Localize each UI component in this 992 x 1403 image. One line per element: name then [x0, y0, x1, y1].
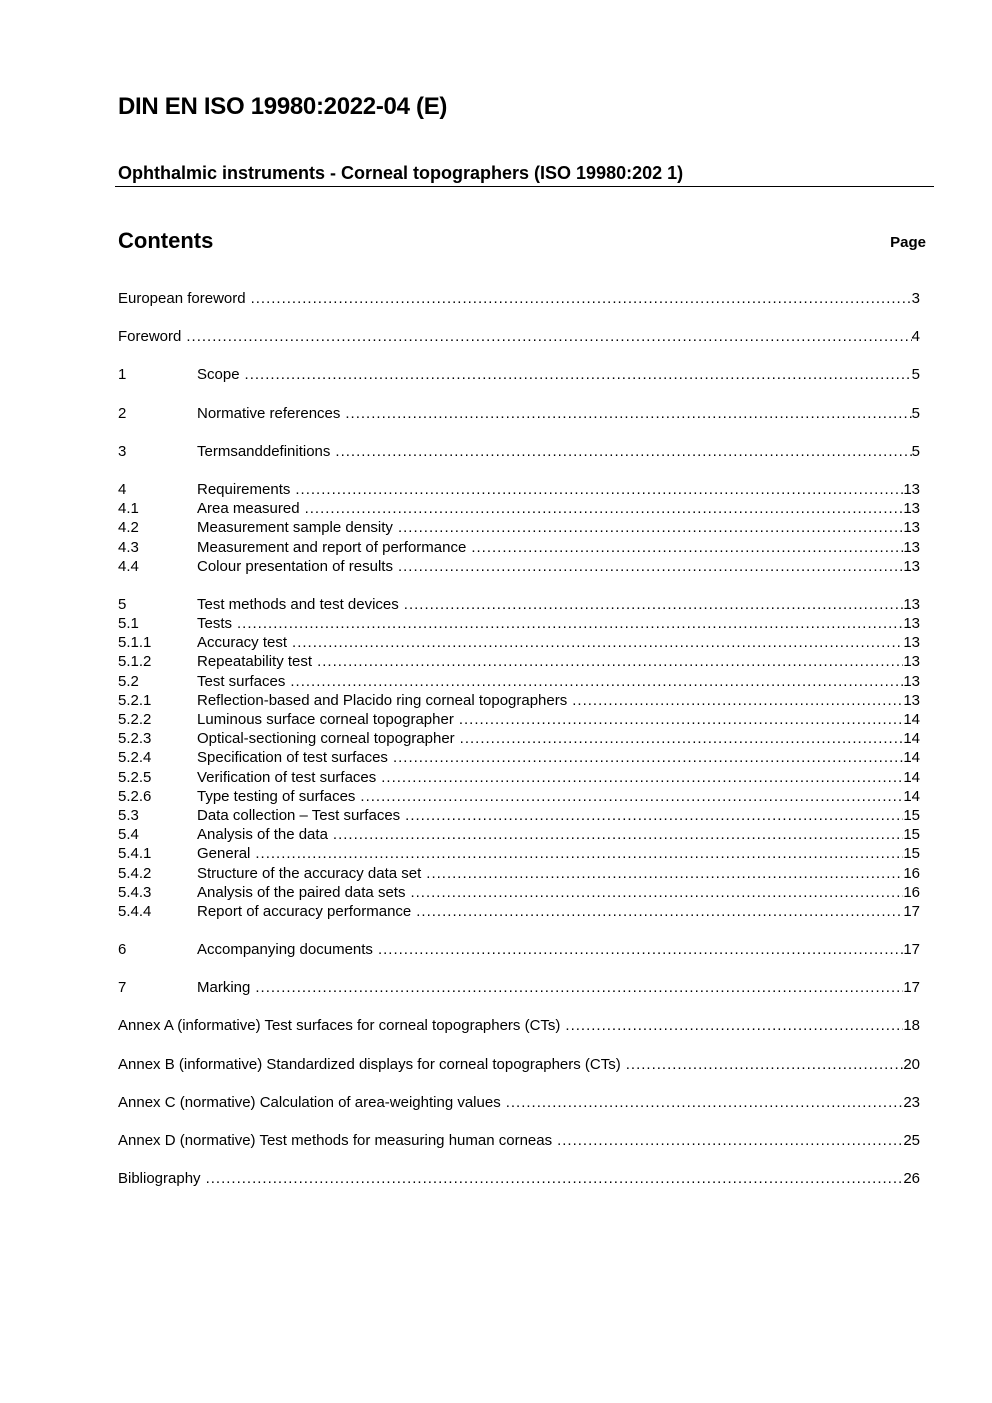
- toc-entry-title: Analysis of the paired data sets: [197, 883, 406, 901]
- dot-leader: [626, 1055, 904, 1074]
- toc-entry[interactable]: [118, 614, 920, 633]
- toc-entry-page: 13: [903, 595, 920, 613]
- toc-entry-number: 5.4.4: [118, 902, 152, 920]
- dot-leader: [290, 672, 903, 691]
- toc-entry-number: 3: [118, 442, 127, 460]
- toc-entry-page: 16: [903, 864, 920, 882]
- toc-entry-title: Annex B (informative) Standardized displays for corneal topographers (CTs): [118, 1055, 621, 1073]
- dot-leader: [410, 883, 903, 902]
- toc-entry-page: 4: [911, 328, 920, 346]
- toc-entry-title: Specification of test surfaces: [197, 749, 388, 767]
- toc-entry[interactable]: [118, 844, 920, 863]
- dot-leader: [398, 518, 903, 537]
- toc-entry-page: 14: [903, 730, 920, 748]
- toc-entry-number: 5.1.2: [118, 653, 152, 671]
- toc-entry[interactable]: [118, 710, 920, 729]
- toc-entry-title: Luminous surface corneal topographer: [197, 711, 454, 728]
- document-title: DIN EN ISO 19980:2022-04 (E): [118, 93, 448, 120]
- toc-entry-title: Scope: [197, 366, 240, 384]
- toc-entry-page: 15: [903, 806, 920, 824]
- toc-group: [118, 442, 920, 461]
- toc-group: [118, 1093, 920, 1112]
- toc-entry[interactable]: [118, 825, 920, 844]
- toc-entry-page: 13: [903, 519, 920, 537]
- toc-entry[interactable]: [118, 1093, 920, 1112]
- toc-entry-title: General: [197, 845, 251, 863]
- dot-leader: [572, 691, 903, 710]
- toc-entry[interactable]: [118, 633, 920, 652]
- toc-entry-page: 17: [903, 902, 920, 920]
- toc-entry-number: 5.4.1: [118, 845, 152, 863]
- dot-leader: [565, 1016, 903, 1035]
- toc-entry[interactable]: [118, 518, 920, 537]
- toc-entry-page: 13: [903, 615, 920, 633]
- toc-entry-title: Annex A (informative) Test surfaces for corneal topographers (CTs): [118, 1017, 561, 1035]
- toc-entry-page: 15: [903, 845, 920, 863]
- page-column-label: Page: [890, 234, 926, 251]
- toc-entry[interactable]: [118, 652, 920, 671]
- toc-entry-number: 5.2.5: [118, 768, 152, 786]
- toc-entry-number: 5: [118, 595, 127, 613]
- toc-entry-title: Bibliography: [118, 1170, 201, 1188]
- toc-entry-page: 14: [903, 749, 920, 767]
- dot-leader: [404, 595, 904, 614]
- toc-entry-title: Measurement sample density: [197, 519, 393, 537]
- toc-entry-number: 5.2.6: [118, 787, 152, 805]
- toc-entry-title: Tests: [197, 615, 233, 633]
- toc-entry[interactable]: [118, 595, 920, 614]
- toc-entry-title: Reflection-based and Placido ring corneal topographers: [197, 691, 568, 709]
- toc-entry-number: 2: [118, 404, 127, 422]
- toc-entry-page: 17: [903, 979, 920, 997]
- toc-entry[interactable]: [118, 1055, 920, 1074]
- toc-entry-title: Termsanddefinitions: [197, 442, 331, 460]
- toc-entry[interactable]: [118, 327, 920, 346]
- toc-entry-page: 13: [903, 672, 920, 690]
- toc-entry-page: 13: [903, 691, 920, 709]
- toc-entry-title: Marking: [197, 979, 251, 997]
- toc-entry-number: 5.1: [118, 615, 139, 633]
- toc-group: [118, 595, 920, 921]
- toc-group: [118, 940, 920, 959]
- dot-leader: [245, 365, 912, 384]
- toc-entry[interactable]: [118, 883, 920, 902]
- toc-entry-title: European foreword: [118, 290, 246, 307]
- dot-leader: [460, 729, 904, 748]
- dot-leader: [186, 327, 911, 346]
- toc-entry-number: 5.2: [118, 672, 139, 690]
- toc-entry-number: 5.3: [118, 806, 139, 824]
- toc-group: [118, 480, 920, 576]
- toc-entry-title: Measurement and report of performance: [197, 538, 467, 556]
- toc-entry[interactable]: [118, 691, 920, 710]
- toc-entry-page: 23: [903, 1093, 920, 1111]
- toc-entry-page: 26: [903, 1170, 920, 1188]
- toc-entry-title: Structure of the accuracy data set: [197, 864, 422, 882]
- toc-entry-title: Foreword: [118, 328, 182, 346]
- dot-leader: [333, 825, 903, 844]
- dot-leader: [398, 557, 903, 576]
- toc-group: [118, 978, 920, 997]
- toc-entry-page: 5: [911, 366, 920, 384]
- contents-heading: Contents: [118, 228, 214, 253]
- toc-entry-number: 5.2.3: [118, 730, 152, 748]
- toc-entry-number: 4.1: [118, 500, 139, 518]
- toc-entry-title: Annex C (normative) Calculation of area-weighting values: [118, 1093, 501, 1111]
- toc-group: [118, 1131, 920, 1150]
- dot-leader: [378, 940, 903, 959]
- dot-leader: [405, 806, 903, 825]
- toc-entry-page: 13: [903, 538, 920, 556]
- toc-entry-number: 4: [118, 480, 127, 498]
- dot-leader: [292, 633, 903, 652]
- dot-leader: [360, 787, 903, 806]
- toc-group: [118, 1016, 920, 1035]
- toc-entry-page: 14: [903, 711, 920, 728]
- dot-leader: [381, 768, 903, 787]
- dot-leader: [251, 289, 912, 308]
- toc-entry[interactable]: [118, 499, 920, 518]
- toc-group: [118, 1055, 920, 1074]
- toc-entry-title: Repeatability test: [197, 653, 313, 671]
- toc-entry[interactable]: [118, 902, 920, 921]
- toc-entry-number: 4.4: [118, 557, 139, 575]
- toc-entry-page: 13: [903, 653, 920, 671]
- toc-entry[interactable]: [118, 787, 920, 806]
- dot-leader: [426, 864, 903, 883]
- document-subtitle: Ophthalmic instruments - Corneal topographers (ISO 19980:202 1): [118, 163, 684, 183]
- dot-leader: [255, 844, 903, 863]
- toc-entry-page: 3: [911, 290, 920, 307]
- toc-group: [118, 327, 920, 346]
- toc-entry-title: Accuracy test: [197, 634, 288, 652]
- toc-entry[interactable]: [118, 557, 920, 576]
- toc-entry-page: 13: [903, 557, 920, 575]
- dot-leader: [557, 1131, 903, 1150]
- toc-entry-page: 25: [903, 1132, 920, 1149]
- toc-entry-title: Verification of test surfaces: [197, 768, 377, 786]
- dot-leader: [317, 652, 903, 671]
- toc-group: [118, 1169, 920, 1188]
- title-rule: [115, 186, 934, 187]
- toc-entry-number: 6: [118, 941, 127, 959]
- toc-entry[interactable]: [118, 289, 920, 308]
- dot-leader: [206, 1169, 904, 1188]
- toc-entry-page: 13: [903, 634, 920, 652]
- toc-entry-page: 14: [903, 787, 920, 805]
- toc-entry-title: Report of accuracy performance: [197, 902, 412, 920]
- toc-entry-number: 5.2.4: [118, 749, 152, 767]
- toc-entry-page: 5: [911, 442, 920, 460]
- toc-entry-number: 5.4.2: [118, 864, 152, 882]
- toc-entry[interactable]: [118, 404, 920, 423]
- toc-entry-title: Area measured: [197, 500, 300, 518]
- dot-leader: [255, 978, 903, 997]
- dot-leader: [237, 614, 903, 633]
- toc-entry-title: Colour presentation of results: [197, 557, 393, 575]
- toc-entry[interactable]: [118, 729, 920, 748]
- toc-group: [118, 365, 920, 384]
- toc-entry-page: 18: [903, 1017, 920, 1035]
- toc-entry-number: 5.4.3: [118, 883, 152, 901]
- dot-leader: [335, 442, 911, 461]
- dot-leader: [459, 710, 903, 729]
- toc-entry-title: Test surfaces: [197, 672, 286, 690]
- toc-entry-title: Analysis of the data: [197, 826, 328, 844]
- toc-entry[interactable]: [118, 1016, 920, 1035]
- toc-group: [118, 289, 920, 308]
- dot-leader: [295, 480, 903, 499]
- toc-entry-page: 13: [903, 500, 920, 518]
- toc-entry[interactable]: [118, 538, 920, 557]
- toc-entry-page: 20: [903, 1055, 920, 1073]
- toc-entry[interactable]: [118, 768, 920, 787]
- toc-entry[interactable]: [118, 806, 920, 825]
- toc-entry-number: 5.4: [118, 826, 139, 844]
- toc-entry-page: 17: [903, 941, 920, 959]
- toc-entry-number: 4.2: [118, 519, 139, 537]
- toc-entry[interactable]: [118, 442, 920, 461]
- toc-entry-title: Type testing of surfaces: [197, 787, 356, 805]
- toc-entry[interactable]: [118, 480, 920, 499]
- toc-entry-title: Optical-sectioning corneal topographer: [197, 730, 455, 748]
- dot-leader: [506, 1093, 904, 1112]
- toc-entry-title: Data collection – Test surfaces: [197, 806, 401, 824]
- toc-entry[interactable]: [118, 1169, 920, 1188]
- toc-entry[interactable]: [118, 748, 920, 767]
- toc-entry-title: Test methods and test devices: [197, 595, 399, 613]
- dot-leader: [393, 748, 903, 767]
- toc-entry-page: 13: [903, 480, 920, 498]
- table-of-contents: [118, 289, 920, 1207]
- dot-leader: [345, 404, 911, 423]
- dot-leader: [471, 538, 903, 557]
- toc-entry[interactable]: [118, 365, 920, 384]
- toc-entry-title: Accompanying documents: [197, 941, 373, 959]
- toc-entry[interactable]: [118, 864, 920, 883]
- toc-entry-number: 4.3: [118, 538, 139, 556]
- toc-entry-number: 5.1.1: [118, 634, 152, 652]
- toc-entry[interactable]: [118, 940, 920, 959]
- toc-entry-page: 14: [903, 768, 920, 786]
- toc-entry-page: 5: [911, 404, 920, 422]
- toc-entry-number: 1: [118, 366, 127, 384]
- toc-group: [118, 404, 920, 423]
- toc-entry-title: Annex D (normative) Test methods for measuring human corneas: [118, 1132, 553, 1149]
- toc-entry-title: Normative references: [197, 404, 341, 422]
- dot-leader: [305, 499, 904, 518]
- toc-entry-page: 15: [903, 826, 920, 844]
- toc-entry-page: 16: [903, 883, 920, 901]
- toc-entry-title: Requirements: [197, 480, 291, 498]
- dot-leader: [416, 902, 903, 921]
- toc-entry[interactable]: [118, 978, 920, 997]
- toc-entry[interactable]: [118, 1131, 920, 1150]
- toc-entry-number: 5.2.1: [118, 691, 152, 709]
- toc-entry[interactable]: [118, 672, 920, 691]
- toc-entry-number: 5.2.2: [118, 711, 152, 728]
- toc-entry-number: 7: [118, 979, 127, 997]
